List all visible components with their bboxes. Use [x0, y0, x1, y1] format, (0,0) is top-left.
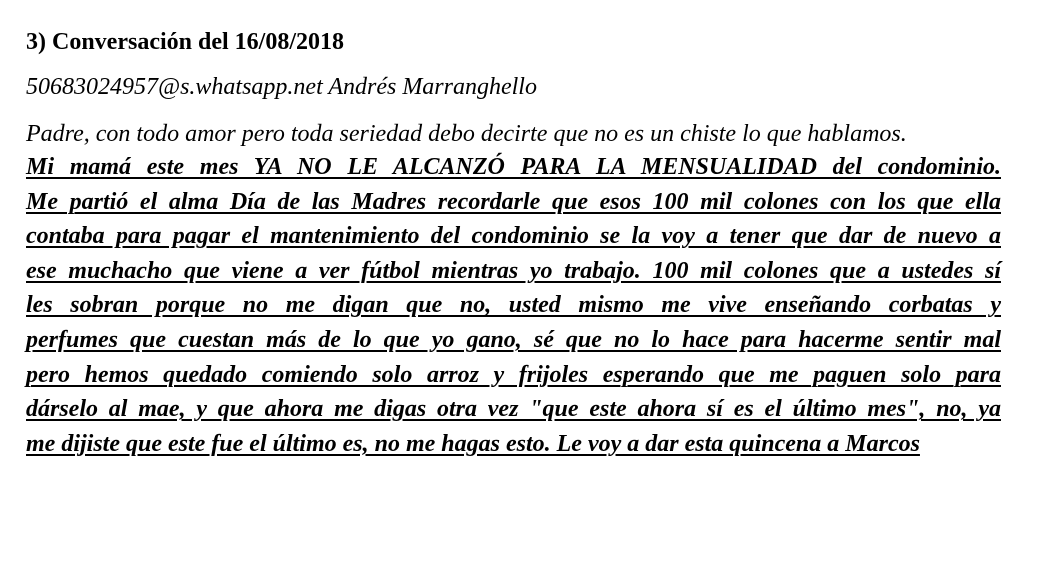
message-line: dárselo al mae, y que ahora me digas otra vez "que este ahora sí es el último mes", no, ya	[26, 396, 1001, 423]
section-heading: 3) Conversación del 16/08/2018	[26, 29, 344, 55]
message-line: ese muchacho que viene a ver fútbol mientras yo trabajo. 100 mil colones que a ustedes sí	[26, 257, 1001, 284]
message-emphasized-body	[26, 153, 1001, 464]
message-line: pero hemos quedado comiendo solo arroz y frijoles esperando que me paguen solo para	[26, 361, 1001, 388]
message-line: Mi mamá este mes YA NO LE ALCANZÓ PARA LA MENSUALIDAD del condominio.	[26, 154, 1001, 180]
message-line: contaba para pagar el mantenimiento del condominio se la voy a tener que dar de nuevo a	[26, 223, 1001, 250]
message-line: perfumes que cuestan más de lo que yo gano, sé que no lo hace para hacerme sentir mal	[26, 326, 1001, 353]
message-sender: 50683024957@s.whatsapp.net Andrés Marranghello	[26, 74, 537, 100]
message-line: Me partió el alma Día de las Madres recordarle que esos 100 mil colones con los que ella	[26, 188, 1001, 215]
message-line: me dijiste que este fue el último es, no me hagas esto. Le voy a dar esta quincena a Marcos	[26, 430, 920, 457]
message-line: les sobran porque no me digan que no, usted mismo me vive enseñando corbatas y	[26, 292, 1001, 319]
message-intro-line: Padre, con todo amor pero toda seriedad debo decirte que no es un chiste lo que hablamos.	[26, 121, 907, 147]
